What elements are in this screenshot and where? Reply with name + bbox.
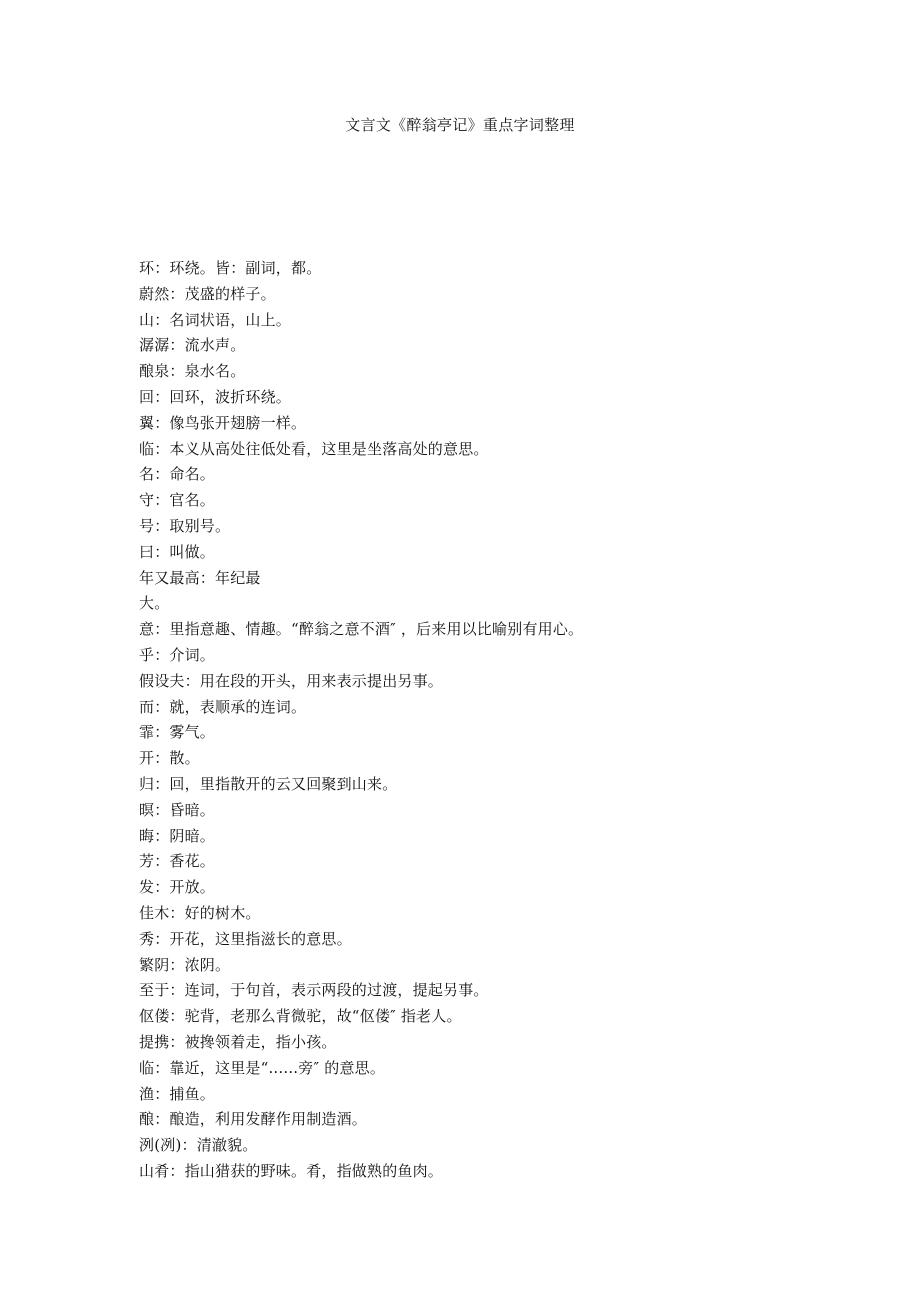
vocab-entry: 晦：阴暗。 bbox=[139, 826, 216, 845]
vocab-entry: 开：散。 bbox=[139, 749, 200, 768]
vocab-entry: 曰：叫做。 bbox=[139, 542, 216, 561]
vocab-entry: 归：回，里指散开的云又回聚到山来。 bbox=[139, 774, 398, 793]
vocab-entry: 暝：昏暗。 bbox=[139, 800, 216, 819]
vocab-entry: 大。 bbox=[139, 594, 170, 613]
vocab-entry: 年又最高：年纪最 bbox=[139, 568, 261, 587]
vocab-entry: 蔚然：茂盛的样子。 bbox=[139, 284, 276, 303]
vocab-entry: 意：里指意趣、情趣。“醉翁之意不酒″ ，后来用以比喻别有用心。 bbox=[139, 620, 584, 639]
vocab-entry: 临：本义从高处往低处看，这里是坐落高处的意思。 bbox=[139, 439, 489, 458]
vocab-entry: 秀：开花，这里指滋长的意思。 bbox=[139, 929, 352, 948]
vocab-entry: 临：靠近，这里是“......旁″ 的意思。 bbox=[139, 1058, 386, 1077]
vocab-entry: 山肴：指山猎获的野味。肴，指做熟的鱼肉。 bbox=[139, 1161, 444, 1180]
vocab-entry: 潺潺：流水声。 bbox=[139, 336, 246, 355]
vocab-entry: 号：取别号。 bbox=[139, 516, 231, 535]
vocab-entry: 翼：像鸟张开翅膀一样。 bbox=[139, 413, 307, 432]
vocab-entry: 洌(冽)：清澈貌。 bbox=[139, 1136, 258, 1155]
vocab-entry: 伛偻：驼背，老那么背微驼，故“伛偻″ 指老人。 bbox=[139, 1007, 462, 1026]
vocab-entry: 佳木：好的树木。 bbox=[139, 903, 261, 922]
vocab-entry: 而：就，表顺承的连词。 bbox=[139, 697, 307, 716]
vocab-entry: 酿：酿造，利用发酵作用制造酒。 bbox=[139, 1110, 368, 1129]
vocab-entry: 发：开放。 bbox=[139, 878, 216, 897]
vocab-entry: 提携：被搀领着走，指小孩。 bbox=[139, 1032, 337, 1051]
vocab-entry: 假设夫：用在段的开头，用来表示提出另事。 bbox=[139, 671, 444, 690]
vocab-entry: 乎：介词。 bbox=[139, 645, 216, 664]
vocab-entry: 芳：香花。 bbox=[139, 852, 216, 871]
vocab-entry: 酿泉：泉水名。 bbox=[139, 362, 246, 381]
vocab-entry: 霏：雾气。 bbox=[139, 723, 216, 742]
vocab-entry: 回：回环，波折环绕。 bbox=[139, 387, 292, 406]
vocab-entry: 渔：捕鱼。 bbox=[139, 1084, 216, 1103]
vocab-entry: 环：环绕。皆：副词，都。 bbox=[139, 259, 322, 277]
vocab-entry: 至于：连词，于句首，表示两段的过渡，提起另事。 bbox=[139, 981, 489, 1000]
vocab-entry: 守：官名。 bbox=[139, 491, 216, 510]
vocabulary-list bbox=[139, 256, 819, 1185]
vocab-entry: 繁阴：浓阴。 bbox=[139, 955, 231, 974]
document-title: 文言文《醉翁亭记》重点字词整理 bbox=[345, 116, 575, 134]
vocab-entry: 山：名词状语，山上。 bbox=[139, 310, 292, 329]
vocab-entry: 名：命名。 bbox=[139, 465, 216, 484]
